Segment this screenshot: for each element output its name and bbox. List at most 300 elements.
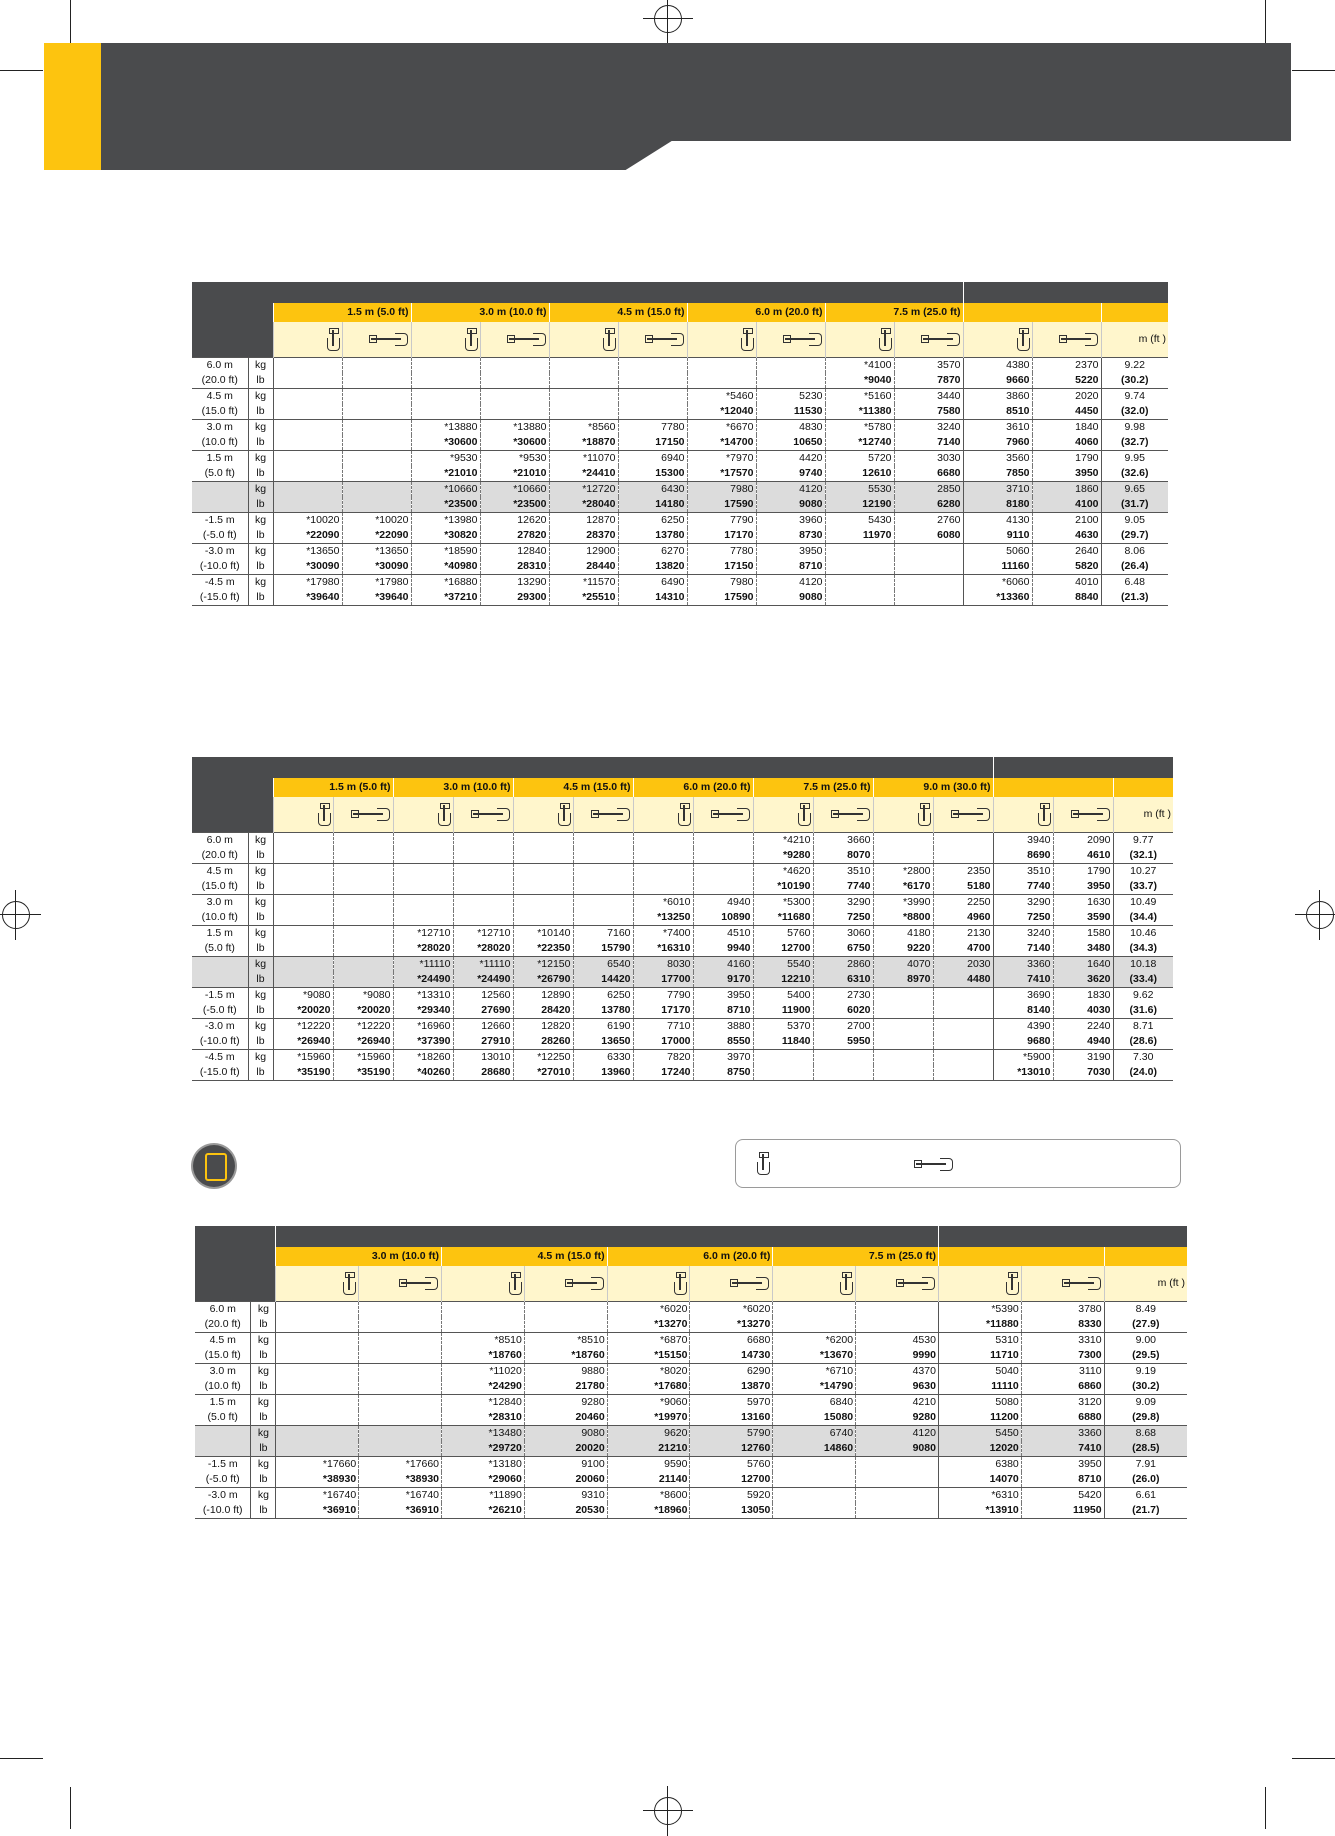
capacity-cell: *26210: [442, 1503, 525, 1518]
table-row-kg: [192, 544, 1168, 560]
height-label: (-15.0 ft): [192, 590, 248, 605]
capacity-cell: 2090: [1053, 833, 1113, 849]
capacity-cell: *13010: [993, 1065, 1053, 1080]
capacity-cell: *6310: [938, 1488, 1021, 1504]
capacity-cell: [411, 404, 480, 420]
capacity-cell: 2370: [1032, 358, 1101, 374]
capacity-cell: 7030: [1053, 1065, 1113, 1080]
height-label: 1.5 m: [192, 451, 248, 467]
capacity-cell: [753, 1050, 813, 1066]
capacity-cell: 2850: [894, 482, 963, 498]
capacity-cell: [393, 879, 453, 895]
capacity-cell: [333, 833, 393, 849]
capacity-cell: [513, 910, 573, 926]
capacity-cell: 10.27: [1113, 864, 1173, 880]
radius-row: [192, 778, 1173, 797]
capacity-cell: 9170: [693, 972, 753, 988]
capacity-cell: [894, 590, 963, 605]
over-front-icon: [508, 1272, 522, 1296]
capacity-cell: 13160: [690, 1410, 773, 1426]
capacity-cell: 8510: [963, 404, 1032, 420]
capacity-cell: *11070: [549, 451, 618, 467]
capacity-cell: *12150: [513, 957, 573, 973]
capacity-cell: 6380: [938, 1457, 1021, 1473]
capacity-cell: [856, 1457, 939, 1473]
capacity-cell: 9.74: [1101, 389, 1168, 405]
capacity-cell: [359, 1302, 442, 1318]
capacity-cell: *5390: [938, 1302, 1021, 1318]
capacity-cell: 8710: [756, 559, 825, 575]
capacity-cell: 13780: [573, 1003, 633, 1019]
capacity-cell: 3610: [963, 420, 1032, 436]
capacity-cell: 4450: [1032, 404, 1101, 420]
capacity-cell: (27.9): [1104, 1317, 1187, 1333]
height-label: (10.0 ft): [192, 435, 248, 451]
capacity-cell: (34.4): [1113, 910, 1173, 926]
side-icon-cell: [359, 1266, 442, 1302]
capacity-cell: [756, 358, 825, 374]
capacity-cell: [393, 895, 453, 911]
capacity-cell: 3950: [1021, 1457, 1104, 1473]
capacity-cell: *30090: [342, 559, 411, 575]
table-row-lb: [195, 1379, 1187, 1395]
table-row-kg: [195, 1395, 1187, 1411]
capacity-cell: 2640: [1032, 544, 1101, 560]
capacity-cell: [513, 895, 573, 911]
unit-label: lb: [248, 941, 273, 957]
capacity-cell: 11160: [963, 559, 1032, 575]
capacity-cell: 3570: [894, 358, 963, 374]
capacity-cell: 8.68: [1104, 1426, 1187, 1442]
capacity-cell: [549, 358, 618, 374]
registration-mark: [654, 1797, 682, 1825]
over-side-icon: [921, 332, 961, 346]
height-label: (10.0 ft): [195, 1379, 251, 1395]
capacity-cell: 15790: [573, 941, 633, 957]
capacity-cell: 9.00: [1104, 1333, 1187, 1349]
front-icon-cell: [938, 1266, 1021, 1302]
capacity-cell: 4160: [693, 957, 753, 973]
capacity-cell: [273, 910, 333, 926]
capacity-cell: *18590: [411, 544, 480, 560]
capacity-cell: *10020: [273, 513, 342, 529]
capacity-cell: 6330: [573, 1050, 633, 1066]
capacity-cell: [513, 864, 573, 880]
capacity-cell: [773, 1457, 856, 1473]
capacity-cell: 8070: [813, 848, 873, 864]
table-row-kg: [192, 864, 1173, 880]
capacity-cell: 17590: [687, 590, 756, 605]
registration-mark: [2, 901, 30, 929]
capacity-cell: *6170: [873, 879, 933, 895]
capacity-cell: [411, 358, 480, 374]
capacity-cell: 9080: [524, 1426, 607, 1442]
capacity-cell: 8840: [1032, 590, 1101, 605]
unit-label: kg: [248, 482, 273, 498]
table-row-lb: [192, 497, 1168, 513]
capacity-cell: 8730: [756, 528, 825, 544]
capacity-cell: [333, 879, 393, 895]
capacity-cell: 6020: [813, 1003, 873, 1019]
capacity-cell: 7410: [1021, 1441, 1104, 1457]
capacity-cell: 6840: [773, 1395, 856, 1411]
capacity-cell: *12220: [333, 1019, 393, 1035]
capacity-cell: 3120: [1021, 1395, 1104, 1411]
table-row-lb: [195, 1472, 1187, 1488]
table-row-lb: [192, 559, 1168, 575]
capacity-cell: 6680: [690, 1333, 773, 1349]
capacity-cell: 28420: [513, 1003, 573, 1019]
capacity-cell: [825, 575, 894, 591]
capacity-cell: 8.49: [1104, 1302, 1187, 1318]
capacity-cell: *36910: [276, 1503, 359, 1518]
capacity-cell: 3190: [1053, 1050, 1113, 1066]
capacity-cell: [393, 848, 453, 864]
capacity-cell: *16740: [276, 1488, 359, 1504]
capacity-cell: 2730: [813, 988, 873, 1004]
capacity-cell: 6250: [573, 988, 633, 1004]
capacity-cell: 9080: [756, 590, 825, 605]
capacity-cell: 13870: [690, 1379, 773, 1395]
max-reach-header: [938, 1226, 1187, 1247]
capacity-cell: 12820: [513, 1019, 573, 1035]
capacity-cell: [411, 389, 480, 405]
capacity-cell: *8510: [442, 1333, 525, 1349]
icon-row: [195, 1266, 1187, 1302]
capacity-cell: [276, 1333, 359, 1349]
capacity-cell: *40260: [393, 1065, 453, 1080]
capacity-cell: 9990: [856, 1348, 939, 1364]
capacity-cell: [633, 879, 693, 895]
capacity-cell: *37210: [411, 590, 480, 605]
max-reach-spacer: [993, 778, 1113, 797]
side-icon-cell: [618, 322, 687, 358]
capacity-cell: 6310: [813, 972, 873, 988]
capacity-cell: 4960: [933, 910, 993, 926]
capacity-cell: [442, 1317, 525, 1333]
capacity-cell: *4100: [825, 358, 894, 374]
capacity-cell: 4210: [856, 1395, 939, 1411]
table-row-lb: [192, 972, 1173, 988]
table-row-kg: [192, 420, 1168, 436]
capacity-cell: 12560: [453, 988, 513, 1004]
capacity-cell: 4610: [1053, 848, 1113, 864]
capacity-cell: 21780: [524, 1379, 607, 1395]
capacity-cell: [273, 864, 333, 880]
capacity-cell: [549, 404, 618, 420]
unit-label: kg: [251, 1488, 276, 1504]
over-side-icon: [711, 807, 751, 821]
radius-header: 3.0 m (10.0 ft): [411, 303, 549, 322]
over-side-icon: [1059, 332, 1099, 346]
unit-label: kg: [248, 513, 273, 529]
capacity-cell: [773, 1472, 856, 1488]
capacity-cell: [894, 559, 963, 575]
capacity-cell: *11890: [442, 1488, 525, 1504]
capacity-cell: [359, 1364, 442, 1380]
capacity-cell: [273, 497, 342, 513]
height-label: (-5.0 ft): [192, 1003, 248, 1019]
capacity-cell: *13180: [442, 1457, 525, 1473]
capacity-cell: 4380: [963, 358, 1032, 374]
capacity-cell: 8330: [1021, 1317, 1104, 1333]
capacity-cell: 11970: [825, 528, 894, 544]
capacity-cell: *6710: [773, 1364, 856, 1380]
capacity-cell: *26940: [273, 1034, 333, 1050]
capacity-cell: *12840: [442, 1395, 525, 1411]
capacity-cell: [873, 833, 933, 849]
capacity-cell: 9620: [607, 1426, 690, 1442]
unit-label: lb: [248, 972, 273, 988]
capacity-cell: *17660: [276, 1457, 359, 1473]
unit-label: kg: [251, 1364, 276, 1380]
height-label: -3.0 m: [192, 1019, 248, 1035]
unit-label: kg: [248, 358, 273, 374]
lift-capacity-table: [195, 1226, 1187, 1519]
capacity-cell: 6270: [618, 544, 687, 560]
capacity-cell: *12040: [687, 404, 756, 420]
capacity-cell: [342, 373, 411, 389]
capacity-cell: 7140: [993, 941, 1053, 957]
capacity-cell: 28440: [549, 559, 618, 575]
capacity-cell: 3590: [1053, 910, 1113, 926]
capacity-cell: (32.6): [1101, 466, 1168, 482]
capacity-cell: [359, 1395, 442, 1411]
lift-capacity-table: [192, 757, 1173, 1081]
over-side-icon: [565, 1276, 605, 1290]
unit-label: lb: [251, 1348, 276, 1364]
over-front-icon: [317, 803, 331, 827]
unit-label: kg: [248, 575, 273, 591]
capacity-cell: 3310: [1021, 1333, 1104, 1349]
capacity-cell: 10890: [693, 910, 753, 926]
capacity-cell: 7140: [894, 435, 963, 451]
capacity-cell: 14180: [618, 497, 687, 513]
capacity-cell: 4030: [1053, 1003, 1113, 1019]
capacity-cell: [342, 435, 411, 451]
capacity-cell: 12700: [753, 941, 813, 957]
capacity-cell: *30090: [273, 559, 342, 575]
height-label: 6.0 m: [192, 833, 248, 849]
capacity-cell: [873, 1050, 933, 1066]
capacity-cell: *19970: [607, 1410, 690, 1426]
capacity-cell: 9.19: [1104, 1364, 1187, 1380]
capacity-cell: 12190: [825, 497, 894, 513]
height-label: 6.0 m: [192, 358, 248, 374]
over-side-icon: [1071, 807, 1111, 821]
table-row-lb: [192, 848, 1173, 864]
capacity-cell: [333, 972, 393, 988]
capacity-cell: [813, 1050, 873, 1066]
capacity-cell: [513, 848, 573, 864]
capacity-cell: [333, 957, 393, 973]
capacity-cell: [524, 1317, 607, 1333]
table-row-kg: [192, 957, 1173, 973]
capacity-cell: 12900: [549, 544, 618, 560]
capacity-cell: 12760: [690, 1441, 773, 1457]
capacity-cell: *8020: [607, 1364, 690, 1380]
capacity-cell: 8180: [963, 497, 1032, 513]
capacity-cell: [342, 482, 411, 498]
capacity-cell: [273, 389, 342, 405]
capacity-cell: 6.61: [1104, 1488, 1187, 1504]
capacity-cell: 7250: [993, 910, 1053, 926]
capacity-cell: (21.3): [1101, 590, 1168, 605]
capacity-cell: *24490: [393, 972, 453, 988]
capacity-cell: *9040: [825, 373, 894, 389]
capacity-cell: 5450: [938, 1426, 1021, 1442]
unit-label: kg: [251, 1302, 276, 1318]
unit-label: kg: [248, 926, 273, 942]
capacity-cell: [825, 590, 894, 605]
reach-unit-label: m (ft ): [1113, 797, 1173, 833]
capacity-cell: 9.95: [1101, 451, 1168, 467]
legend-box: [735, 1139, 1181, 1188]
capacity-cell: 5760: [690, 1457, 773, 1473]
capacity-cell: 28680: [453, 1065, 513, 1080]
capacity-cell: 2700: [813, 1019, 873, 1035]
capacity-cell: [453, 864, 513, 880]
capacity-cell: 5310: [938, 1333, 1021, 1349]
height-label: [192, 957, 248, 973]
radius-header: 7.5 m (25.0 ft): [825, 303, 963, 322]
capacity-cell: 12660: [453, 1019, 513, 1035]
capacity-cell: 13010: [453, 1050, 513, 1066]
radius-header: 4.5 m (15.0 ft): [549, 303, 687, 322]
capacity-cell: 28260: [513, 1034, 573, 1050]
capacity-cell: 6750: [813, 941, 873, 957]
capacity-cell: *35190: [333, 1065, 393, 1080]
capacity-cell: 9280: [524, 1395, 607, 1411]
capacity-cell: 17150: [618, 435, 687, 451]
capacity-cell: 6940: [618, 451, 687, 467]
capacity-cell: *13310: [393, 988, 453, 1004]
capacity-cell: 3880: [693, 1019, 753, 1035]
height-label: 1.5 m: [195, 1395, 251, 1411]
over-front-icon: [326, 328, 340, 352]
capacity-cell: 13050: [690, 1503, 773, 1518]
crop-mark: [0, 1758, 43, 1759]
capacity-cell: 9.05: [1101, 513, 1168, 529]
radius-group-header: [276, 1226, 939, 1247]
capacity-cell: 3440: [894, 389, 963, 405]
front-icon-cell: [753, 797, 813, 833]
capacity-cell: 3240: [894, 420, 963, 436]
capacity-cell: [873, 1019, 933, 1035]
table-row-lb: [195, 1441, 1187, 1457]
capacity-cell: [633, 833, 693, 849]
capacity-cell: 13960: [573, 1065, 633, 1080]
table-row-kg: [192, 926, 1173, 942]
unit-label: lb: [248, 590, 273, 605]
unit-label: kg: [251, 1426, 276, 1442]
capacity-cell: *13270: [607, 1317, 690, 1333]
over-front-icon: [1016, 328, 1030, 352]
capacity-cell: 7740: [813, 879, 873, 895]
capacity-cell: [573, 895, 633, 911]
table-row-lb: [192, 590, 1168, 605]
capacity-cell: *5160: [825, 389, 894, 405]
capacity-cell: *36910: [359, 1503, 442, 1518]
capacity-cell: *35190: [273, 1065, 333, 1080]
height-label: 6.0 m: [195, 1302, 251, 1318]
capacity-cell: [273, 848, 333, 864]
capacity-cell: (33.7): [1113, 879, 1173, 895]
front-icon-cell: [963, 322, 1032, 358]
capacity-cell: 11950: [1021, 1503, 1104, 1518]
unit-label: kg: [251, 1395, 276, 1411]
unit-label: lb: [251, 1379, 276, 1395]
capacity-cell: *27010: [513, 1065, 573, 1080]
front-icon-cell: [276, 1266, 359, 1302]
capacity-cell: 1830: [1053, 988, 1113, 1004]
capacity-cell: 17170: [687, 528, 756, 544]
front-icon-cell: [873, 797, 933, 833]
height-label: [192, 497, 248, 513]
capacity-cell: 9630: [856, 1379, 939, 1395]
capacity-cell: 14730: [690, 1348, 773, 1364]
side-icon-cell: [813, 797, 873, 833]
capacity-cell: [276, 1426, 359, 1442]
table-row-kg: [192, 451, 1168, 467]
capacity-cell: [856, 1302, 939, 1318]
front-icon-cell: [993, 797, 1053, 833]
max-reach-header: [963, 282, 1168, 303]
capacity-cell: *30600: [480, 435, 549, 451]
crop-mark: [0, 70, 43, 71]
capacity-cell: [273, 833, 333, 849]
capacity-cell: *8800: [873, 910, 933, 926]
side-icon-cell: [693, 797, 753, 833]
radius-header: 7.5 m (25.0 ft): [773, 1247, 939, 1266]
capacity-cell: 29300: [480, 590, 549, 605]
capacity-cell: 14860: [773, 1441, 856, 1457]
capacity-cell: [933, 833, 993, 849]
lift-table-3: [195, 1226, 1187, 1519]
capacity-cell: [273, 451, 342, 467]
capacity-cell: [273, 373, 342, 389]
capacity-cell: [359, 1410, 442, 1426]
capacity-cell: [273, 404, 342, 420]
capacity-cell: *9080: [333, 988, 393, 1004]
capacity-cell: [573, 910, 633, 926]
capacity-cell: [393, 833, 453, 849]
unit-label: lb: [248, 879, 273, 895]
capacity-cell: 13290: [480, 575, 549, 591]
capacity-cell: *4620: [753, 864, 813, 880]
capacity-cell: *10660: [411, 482, 480, 498]
capacity-cell: *11570: [549, 575, 618, 591]
front-icon-cell: [513, 797, 573, 833]
capacity-cell: (26.4): [1101, 559, 1168, 575]
capacity-cell: *14700: [687, 435, 756, 451]
capacity-cell: *11110: [393, 957, 453, 973]
capacity-cell: *3990: [873, 895, 933, 911]
table-row-kg: [195, 1333, 1187, 1349]
table-row-kg: [192, 482, 1168, 498]
capacity-cell: [933, 1019, 993, 1035]
capacity-cell: [342, 451, 411, 467]
capacity-cell: 2250: [933, 895, 993, 911]
capacity-cell: 3960: [756, 513, 825, 529]
table-row-kg: [192, 895, 1173, 911]
capacity-cell: [856, 1472, 939, 1488]
unit-label: kg: [248, 451, 273, 467]
capacity-cell: *17660: [359, 1457, 442, 1473]
unit-label: lb: [248, 404, 273, 420]
capacity-cell: 7.30: [1113, 1050, 1173, 1066]
capacity-cell: [856, 1488, 939, 1504]
